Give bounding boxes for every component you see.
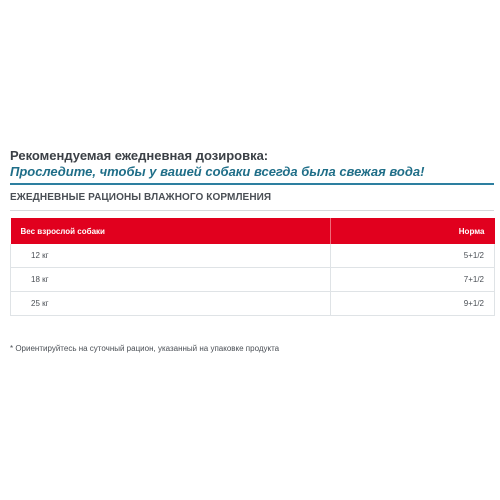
- weight-cell: 18 кг: [11, 268, 331, 292]
- ration-table: [10, 218, 495, 316]
- weight-cell: 12 кг: [11, 244, 331, 268]
- dosage-section: [10, 148, 494, 316]
- section-divider: [10, 210, 494, 211]
- table-header-row: [11, 218, 495, 244]
- header-weight: Вес взрослой собаки: [11, 218, 331, 244]
- dosage-heading: Рекомендуемая ежедневная дозировка:: [10, 148, 269, 163]
- table-row: [11, 244, 495, 268]
- weight-cell: 25 кг: [11, 292, 331, 316]
- norm-cell: 9+1/2: [331, 292, 495, 316]
- table-row: [11, 292, 495, 316]
- footnote: * Ориентируйтесь на суточный рацион, указанный на упаковке продукта: [10, 344, 280, 353]
- norm-cell: 5+1/2: [331, 244, 495, 268]
- heading-divider: [10, 183, 494, 185]
- norm-cell: 7+1/2: [331, 268, 495, 292]
- section-title: ЕЖЕДНЕВНЫЕ РАЦИОНЫ ВЛАЖНОГО КОРМЛЕНИЯ: [10, 192, 272, 203]
- table-row: [11, 268, 495, 292]
- water-reminder: Проследите, чтобы у вашей собаки всегда была свежая вода!: [10, 164, 425, 179]
- header-norm: Норма: [331, 218, 495, 244]
